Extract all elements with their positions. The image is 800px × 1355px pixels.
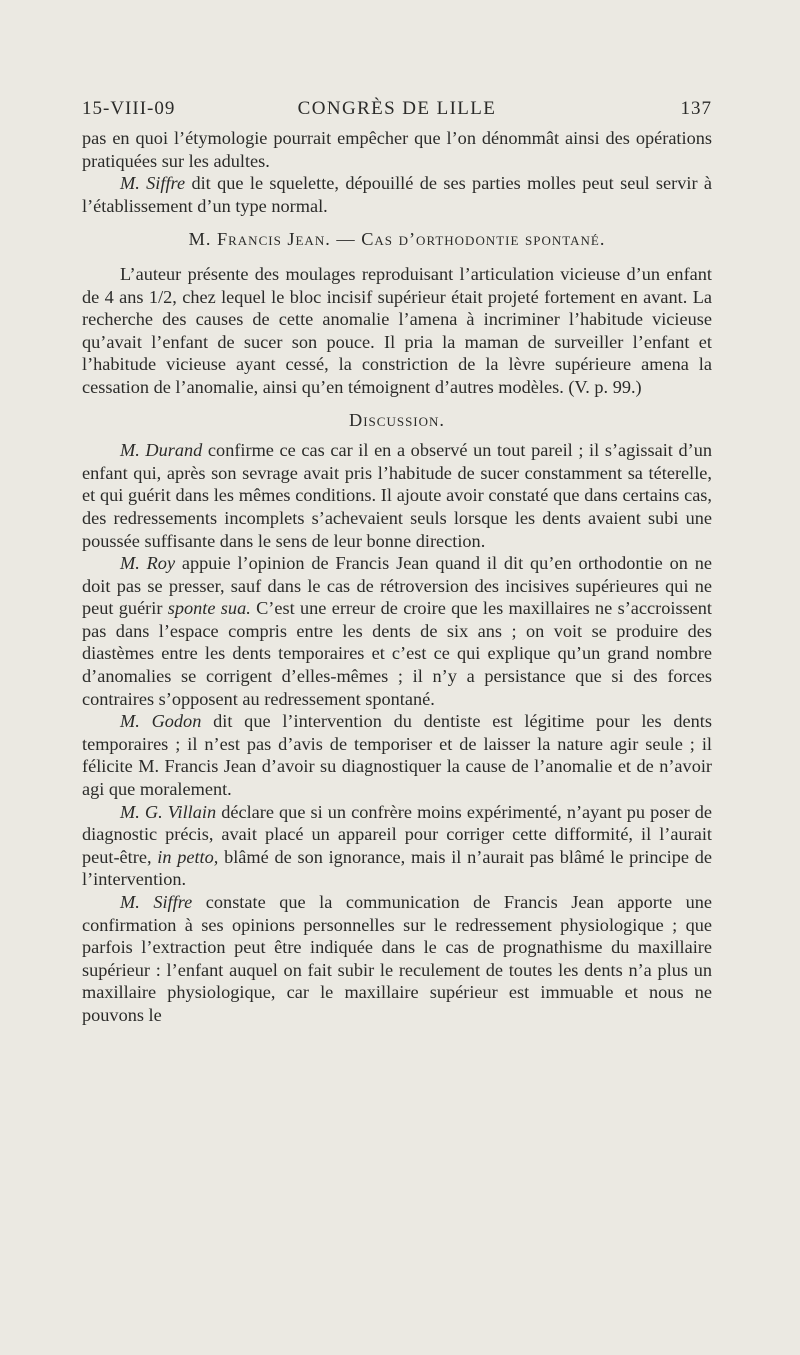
paragraph-villain [82,801,712,891]
paragraph-godon [82,710,712,800]
speaker-text: constate que la communication de Francis Jean apporte une confirmation à ses opinions personnelles sur le redressement physiologique ; que parfois l’extraction peut être indiquée dans le cas de prognathisme du maxillaire supérieur : l’enfant auquel on fait subir le reculement de toutes les dents n’a plus un maxillaire physiologique, car le maxillaire supérieur est immuable et nous ne pouvons le [82,892,713,1025]
speaker-text: C’est une erreur de croire que les maxillaires ne s’accroissent pas dans l’espace compris entre les dents de six ans ; on voit se produire des diastèmes entre les dents temporaires et c’est ce qui explique qu’un grand nombre d’anomalies se corrigent d’elles-mêmes ; il n’y a persistance que si des forces contraires s’opposent au redressement spontané. [82,598,713,709]
header-title: CONGRÈS DE LILLE [297,98,497,119]
speaker-text: déclare que si un confrère moins expérimenté, n’ayant pu poser de diagnostic précis, avait placé un appareil pour corriger cette difformité, il l’aurait peut-être, [82,801,712,867]
running-head [82,93,712,127]
speaker-text: blâmé de son ignorance, mais il n’aurait pas blâmé le principe de l’intervention. [82,846,712,890]
paragraph-continuation: pas en quoi l’étymologie pourrait empêcher que l’on dénommât ainsi des opérations pratiquées sur les adultes. [82,128,712,171]
speaker-name: M. Godon [120,711,202,732]
speaker-name: M. Siffre [120,173,186,194]
latin-phrase: sponte sua. [167,598,251,619]
speaker-text: appuie l’opinion de Francis Jean quand il dit qu’en orthodontie on ne doit pas se presser, sauf dans le cas de rétroversion des incisives supérieures qui ne peut guérir [82,553,712,619]
section-title: Cas d’orthodontie spontané. [361,229,606,250]
section-dash: — [330,229,362,250]
page-number: 137 [680,98,712,119]
paragraph-durand [82,439,712,552]
speaker-text: dit que le squelette, dépouillé de ses parties molles peut seul servir à l’établissement d’un type normal. [82,173,713,216]
speaker-name: M. G. Villain [120,801,217,822]
latin-phrase: in petto, [157,846,219,867]
speaker-name: M. Siffre [120,892,193,912]
section-author: M. Francis Jean. [188,229,331,250]
body-text [82,127,712,1027]
paragraph-roy [82,552,712,710]
paragraph-abstract: L’auteur présente des moulages reproduisant l’articulation vicieuse d’un enfant de 4 ans 1/2, chez lequel le bloc incisif supérieur était projeté fortement en avant. La recherche des causes de cette anomalie l’amena à incriminer l’habitude vicieuse qu’avait l’enfant de sucer son pouce. Il pria la maman de surveiller l’enfant et l’habitude vicieuse ayant cessé, la constriction de la lèvre supérieure amena la cessation de l’anomalie, ainsi qu’en témoignent d’autres modèles. (V. p. 99.) [82,263,712,397]
discussion-heading: Discussion. [349,409,445,430]
speaker-text: dit que l’intervention du dentiste est légitime pour les dents temporaires ; il n’est pas d’avis de temporiser et de laisser la nature agir seule ; il félicite M. Francis Jean d’avoir su diagnostiquer la cause de l’anomalie et de n’avoir agi que moralement. [82,711,712,800]
paragraph-siffre-2 [82,891,712,1027]
speaker-text: confirme ce cas car il en a observé un tout pareil ; il s’agissait d’un enfant qui, après son sevrage avait pris l’habitude de sucer constamment sa téterelle, et qui guérit dans les mêmes conditions. Il ajoute avoir constaté que dans certains cas, des redressements incomplets s’achevaient seuls lorsque les dents avaient subi une poussée suffisante dans le sens de leur bonne direction. [82,440,712,551]
paragraph-siffre-1 [82,172,712,217]
section-heading [82,228,712,251]
speaker-name: M. Durand [120,440,203,461]
speaker-name: M. Roy [120,553,176,574]
header-date: 15-VIII-09 [82,98,176,119]
